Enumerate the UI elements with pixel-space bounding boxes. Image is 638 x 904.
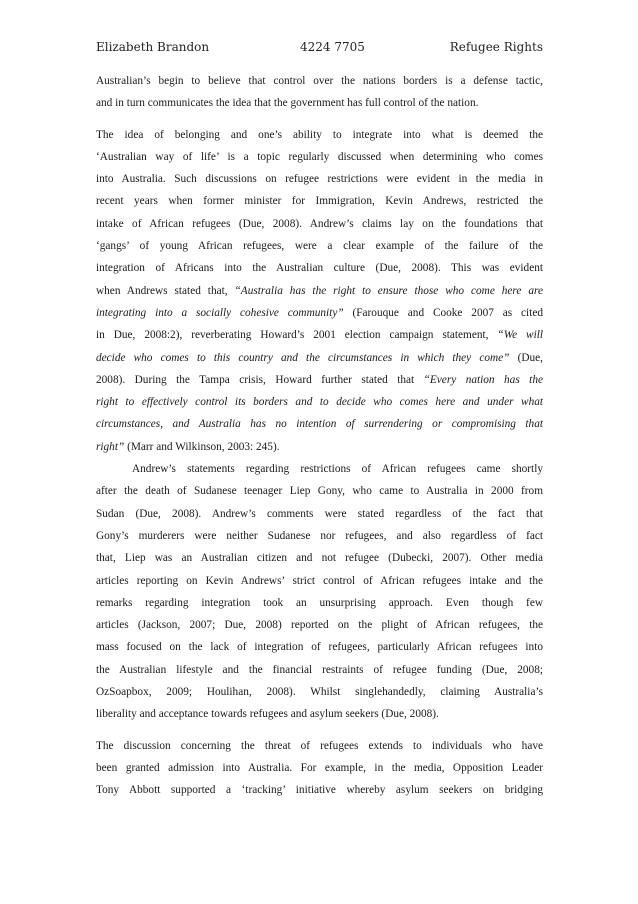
header-author: Elizabeth Brandon [96, 40, 210, 54]
text-line: after the death of Sudanese teenager Liep Gony, who came to Australia in 2000 from [96, 485, 543, 498]
document-body [96, 70, 543, 802]
header-topic: Refugee Rights [449, 40, 543, 54]
text-line: Australian’s begin to believe that control over the nations borders is a defense tactic, [96, 75, 543, 87]
text-line: Tony Abbott supported a ‘tracking’ initiative whereby asylum seekers on bridging [96, 784, 543, 797]
text-line: OzSoapbox, 2009; Houlihan, 2008). Whilst singlehandedly, claiming Australia’s [96, 686, 543, 699]
text-line: that, Liep was an Australian citizen and not refugee (Dubecki, 2007). Other media [96, 552, 543, 565]
text-line: Sudan (Due, 2008). Andrew’s comments were stated regardless of the fact that [96, 507, 543, 520]
text-line: The idea of belonging and one’s ability to integrate into what is deemed the [96, 128, 543, 141]
text-line-mixed: decide who comes to this country and the circumstances in which they come” (Due, [96, 351, 543, 364]
text-line: been granted admission into Australia. For example, in the media, Opposition Leader [96, 761, 543, 774]
text-line: Gony’s murderers were neither Sudanese nor refugees, and also regardless of fact [96, 529, 543, 542]
paragraph-2 [96, 124, 543, 458]
text-line: mass focused on the lack of integration of refugees, particularly African refugees into [96, 641, 543, 654]
header-student-id: 4224 7705 [300, 40, 365, 54]
text-line: integration of Africans into the Australian culture (Due, 2008). This was evident [96, 262, 543, 275]
text-line-mixed: right to effectively control its borders and to decide who comes here and under what [96, 396, 543, 409]
text-line-mixed: in Due, 2008:2), reverberating Howard’s 2001 election campaign statement, “We will [96, 329, 543, 342]
page-header [96, 40, 543, 60]
text-line-mixed: when Andrews stated that, “Australia has the right to ensure those who come here are [96, 284, 543, 297]
paragraph-1 [96, 70, 543, 115]
text-line: recent years when former minister for Immigration, Kevin Andrews, restricted the [96, 195, 543, 208]
text-line-mixed: integrating into a socially cohesive community” (Farouque and Cooke 2007 as cited [96, 306, 543, 319]
text-line: ‘Australian way of life’ is a topic regularly discussed when determining who comes [96, 150, 543, 163]
text-line: the Australian lifestyle and the financial restraints of refugee funding (Due, 2008; [96, 663, 543, 676]
text-line: articles reporting on Kevin Andrews’ strict control of African refugees intake and the [96, 574, 543, 587]
text-line: liberality and acceptance towards refugees and asylum seekers (Due, 2008). [96, 708, 439, 721]
text-line: Andrew’s statements regarding restrictions of African refugees came shortly [132, 463, 543, 476]
text-line: and in turn communicates the idea that the government has full control of the nation. [96, 97, 479, 110]
paragraph-3 [96, 458, 543, 726]
text-line-mixed: 2008). During the Tampa crisis, Howard further stated that “Every nation has the [96, 373, 543, 386]
text-line: articles (Jackson, 2007; Due, 2008) reported on the plight of African refugees, the [96, 619, 543, 632]
text-line: The discussion concerning the threat of refugees extends to individuals who have [96, 739, 543, 752]
text-line: intake of African refugees (Due, 2008). Andrew’s claims lay on the foundations that [96, 217, 543, 230]
text-line: ‘gangs’ of young African refugees, were a clear example of the failure of the [96, 240, 543, 253]
paragraph-4 [96, 735, 543, 802]
text-line: into Australia. Such discussions on refugee restrictions were evident in the media in [96, 173, 543, 186]
text-line-mixed: right” (Marr and Wilkinson, 2003: 245). [96, 440, 280, 453]
text-line-mixed: circumstances, and Australia has no intention of surrendering or compromising that [96, 418, 543, 431]
text-line: remarks regarding integration took an unsurprising approach. Even though few [96, 596, 543, 609]
